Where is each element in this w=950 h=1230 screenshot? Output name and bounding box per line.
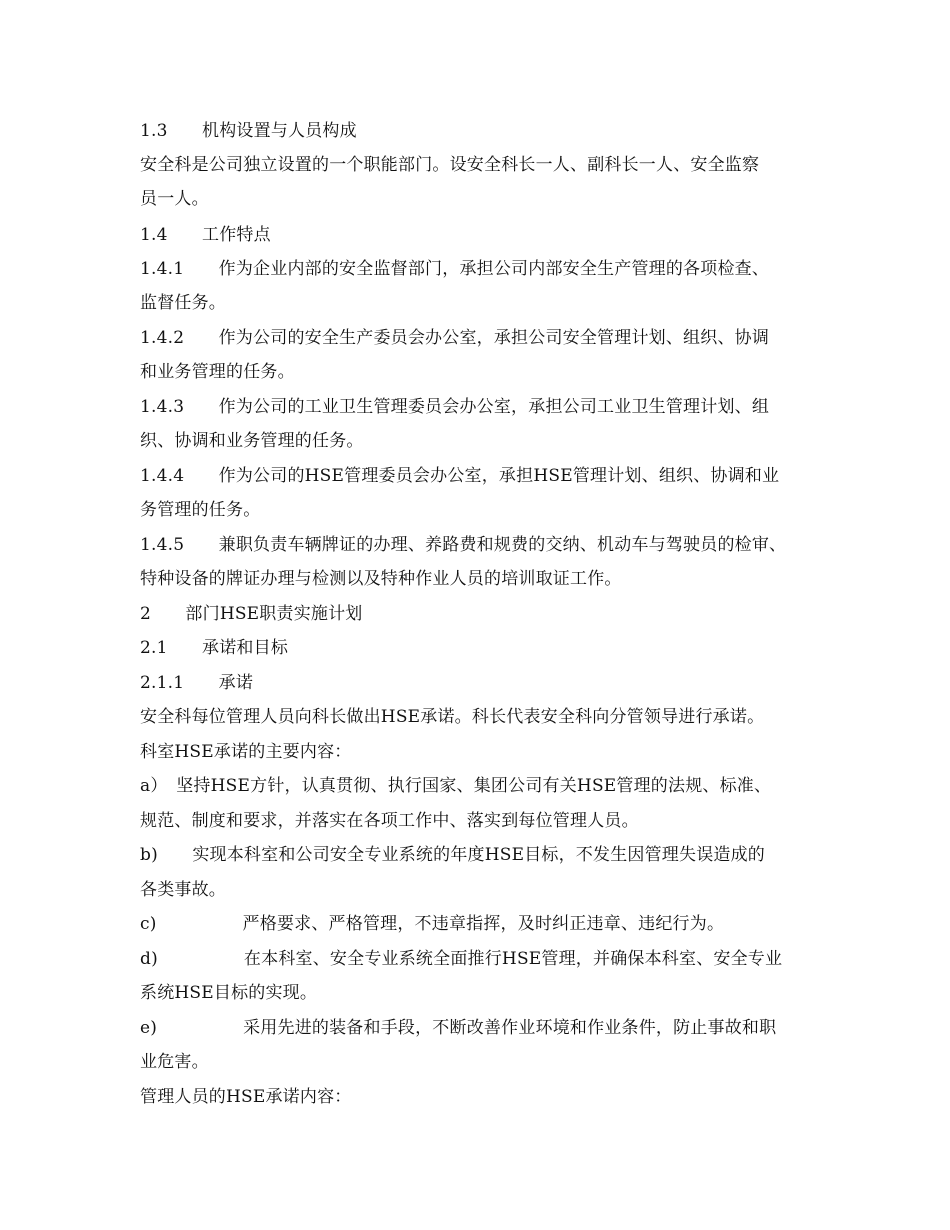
- list-item-b: b) 实现本科室和公司安全专业系统的年度HSE目标，不发生因管理失误造成的: [140, 845, 765, 865]
- paragraph-line: 务管理的任务。: [140, 500, 261, 520]
- section-heading-2: 2 部门HSE职责实施计划: [140, 604, 363, 624]
- paragraph-line: 规范、制度和要求，并落实在各项工作中、落实到每位管理人员。: [140, 811, 639, 831]
- item-1-4-5: 1.4.5 兼职负责车辆牌证的办理、养路费和规费的交纳、机动车与驾驶员的检审、: [140, 535, 787, 555]
- paragraph-line: 各类事故。: [140, 880, 226, 900]
- paragraph-line: 科室HSE承诺的主要内容：: [140, 742, 352, 762]
- paragraph-line: 管理人员的HSE承诺内容：: [140, 1087, 352, 1107]
- section-heading-2-1-1: 2.1.1 承诺: [140, 673, 254, 693]
- paragraph-line: 系统HSE目标的实现。: [140, 983, 318, 1003]
- paragraph-line: 员一人。: [140, 189, 209, 209]
- list-item-d: d) 在本科室、安全专业系统全面推行HSE管理，并确保本科室、安全专业: [140, 949, 783, 969]
- section-heading-1-4: 1.4 工作特点: [140, 225, 271, 245]
- section-heading-2-1: 2.1 承诺和目标: [140, 638, 289, 658]
- paragraph-line: 安全科每位管理人员向科长做出HSE承诺。科长代表安全科向分管领导进行承诺。: [140, 707, 765, 727]
- paragraph-line: 和业务管理的任务。: [140, 362, 295, 382]
- item-1-4-1: 1.4.1 作为企业内部的安全监督部门，承担公司内部安全生产管理的各项检查、: [140, 259, 770, 279]
- item-1-4-4: 1.4.4 作为公司的HSE管理委员会办公室，承担HSE管理计划、组织、协调和业: [140, 466, 780, 486]
- item-1-4-3: 1.4.3 作为公司的工业卫生管理委员会办公室，承担公司工业卫生管理计划、组: [140, 397, 770, 417]
- list-item-c: c) 严格要求、严格管理，不违章指挥，及时纠正违章、违纪行为。: [140, 914, 725, 934]
- list-item-a: a） 坚持HSE方针，认真贯彻、执行国家、集团公司有关HSE管理的法规、标准、: [140, 776, 772, 796]
- paragraph-line: 织、协调和业务管理的任务。: [140, 431, 364, 451]
- paragraph-line: 监督任务。: [140, 293, 226, 313]
- item-1-4-2: 1.4.2 作为公司的安全生产委员会办公室，承担公司安全管理计划、组织、协调: [140, 328, 770, 348]
- section-heading-1-3: 1.3 机构设置与人员构成: [140, 121, 357, 141]
- paragraph-line: 特种设备的牌证办理与检测以及特种作业人员的培训取证工作。: [140, 569, 622, 589]
- paragraph-line: 安全科是公司独立设置的一个职能部门。设安全科长一人、副科长一人、安全监察: [140, 155, 760, 175]
- list-item-e: e) 采用先进的装备和手段，不断改善作业环境和作业条件，防止事故和职: [140, 1018, 777, 1038]
- paragraph-line: 业危害。: [140, 1052, 209, 1072]
